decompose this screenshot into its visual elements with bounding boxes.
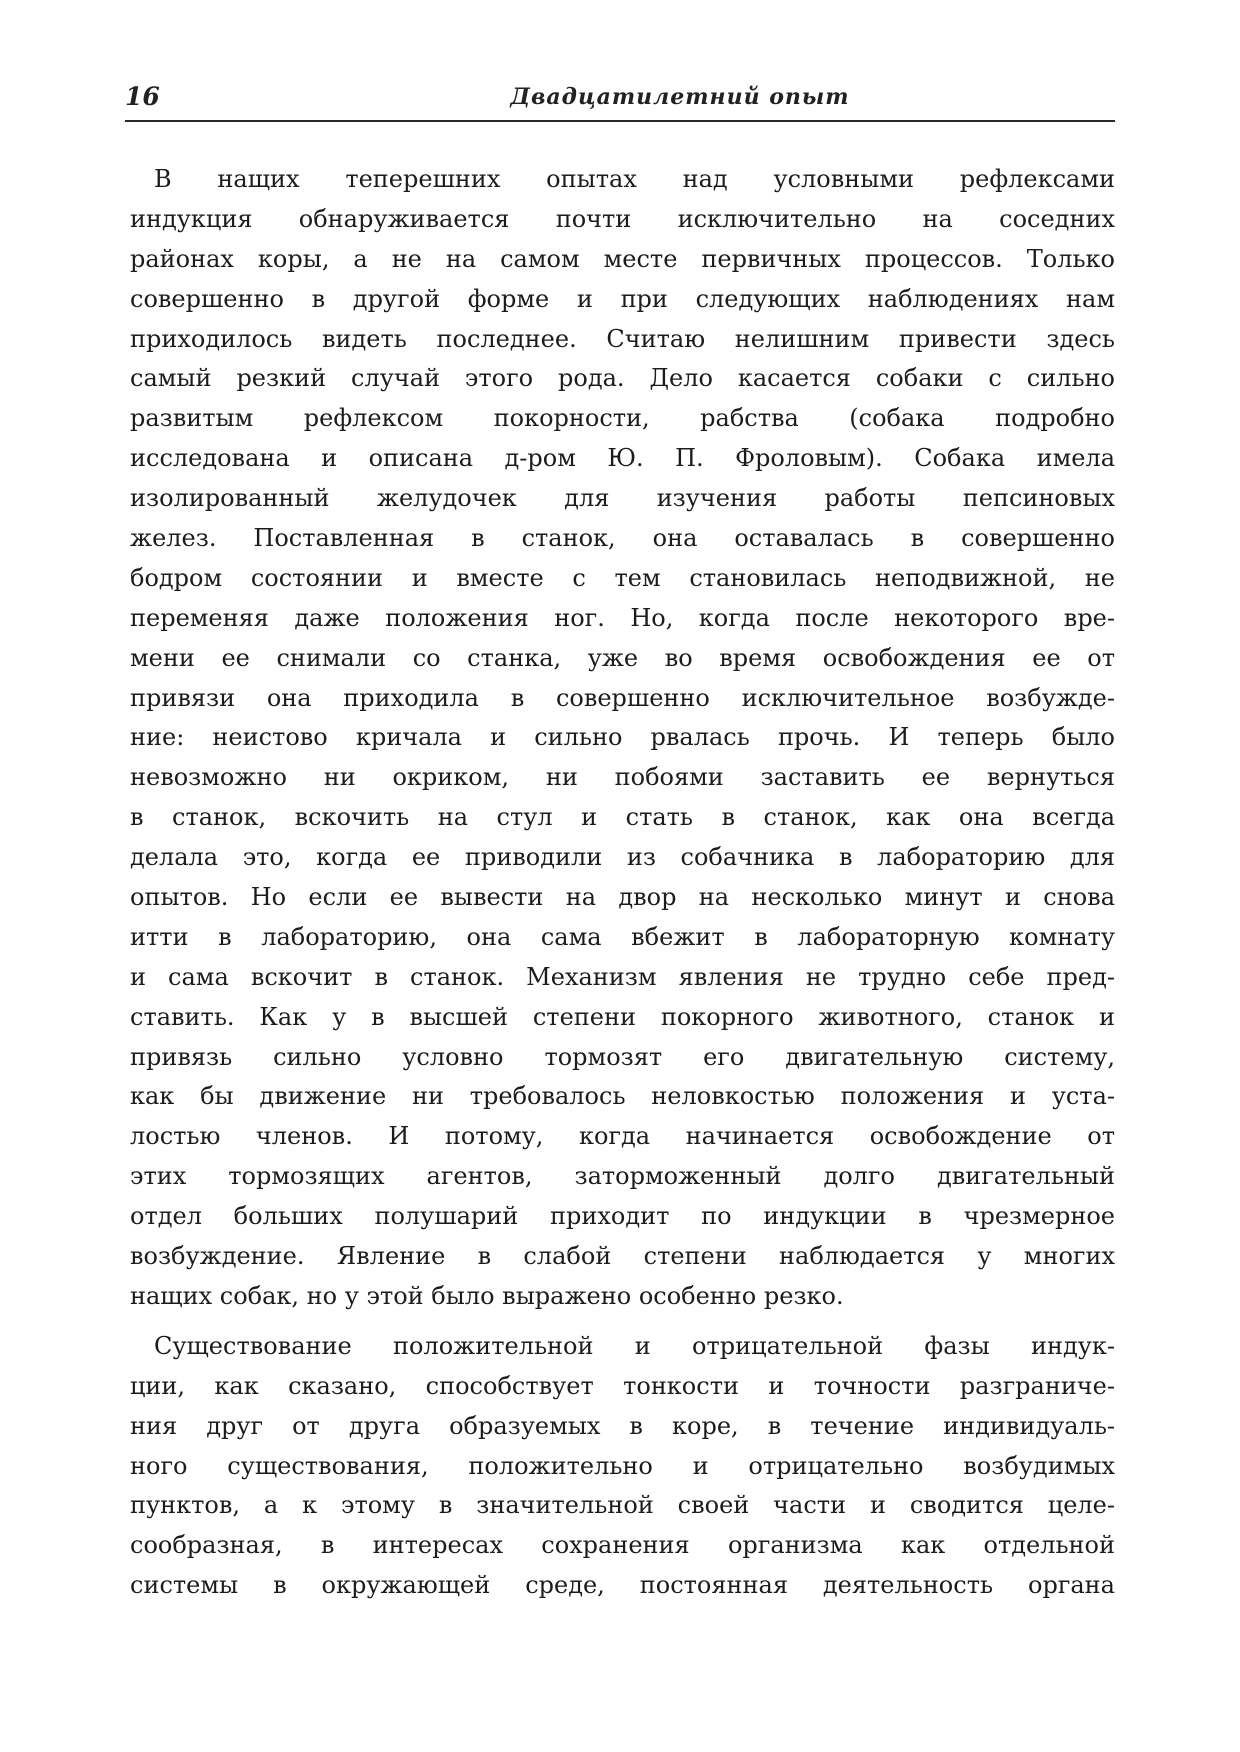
text-line: делала это, когда ее приводили из собачника в лабораторию для <box>130 843 1115 872</box>
paragraph-2 <box>130 1327 1115 1606</box>
text-line: Существование положительной и отрицательной фазы индук- <box>130 1331 1115 1360</box>
text-line: привязи она приходила в совершенно исключительное возбужде- <box>130 683 1115 712</box>
paragraph-1 <box>130 160 1115 1317</box>
text-line: ставить. Как у в высшей степени покорного животного, станок и <box>130 1002 1115 1031</box>
text-line: сообразная, в интересах сохранения организма как отдельной <box>130 1531 1115 1560</box>
text-line: пунктов, а к этому в значительной своей части и сводится целе- <box>130 1491 1115 1520</box>
text-line: отдел больших полушарий приходит по индукции в чрезмерное <box>130 1202 1115 1231</box>
body-text <box>130 160 1115 1606</box>
text-line: опытов. Но если ее вывести на двор на несколько минут и снова <box>130 883 1115 912</box>
text-line: ного существования, положительно и отрицательно возбудимых <box>130 1451 1115 1480</box>
text-line: в станок, вскочить на стул и стать в станок, как она всегда <box>130 803 1115 832</box>
text-line: бодром состоянии и вместе с тем становилась неподвижной, не <box>130 563 1115 592</box>
text-line: итти в лабораторию, она сама вбежит в лабораторную комнату <box>130 922 1115 951</box>
text-line: исследована и описана д-ром Ю. П. Фроловым). Собака имела <box>130 444 1115 473</box>
text-line: ния друг от друга образуемых в коре, в течение индивидуаль- <box>130 1411 1115 1440</box>
text-line: самый резкий случай этого рода. Дело касается собаки с сильно <box>130 364 1115 393</box>
text-line: нащих собак, но у этой было выражено особенно резко. <box>130 1281 844 1310</box>
text-line: желез. Поставленная в станок, она оставалась в совершенно <box>130 524 1115 553</box>
page-number: 16 <box>125 82 160 111</box>
text-line: В нащих теперешних опытах над условными рефлексами <box>130 165 1115 193</box>
text-line: привязь сильно условно тормозят его двигательную систему, <box>130 1042 1115 1071</box>
text-line: невозможно ни окриком, ни побоями заставить ее вернуться <box>130 763 1115 792</box>
text-line: районах коры, а не на самом месте первичных процессов. Только <box>130 244 1115 273</box>
text-line: развитым рефлексом покорности, рабства (собака подробно <box>130 404 1115 433</box>
text-line: мени ее снимали со станка, уже во время освобождения ее от <box>130 643 1115 672</box>
text-line: ние: неистово кричала и сильно рвалась прочь. И теперь было <box>130 723 1115 752</box>
running-head <box>125 76 1115 122</box>
text-line: приходилось видеть последнее. Считаю нелишним привести здесь <box>130 324 1115 353</box>
text-line: возбуждение. Явление в слабой степени наблюдается у многих <box>130 1242 1115 1271</box>
paragraph-gap <box>130 1317 1115 1327</box>
text-line: как бы движение ни требовалось неловкостью положения и уста- <box>130 1082 1115 1111</box>
text-line: ции, как сказано, способствует тонкости и точности разграниче- <box>130 1371 1115 1400</box>
text-line: изолированный желудочек для изучения работы пепсиновых <box>130 484 1115 513</box>
text-line: этих тормозящих агентов, заторможенный долго двигательный <box>130 1162 1115 1191</box>
text-line: совершенно в другой форме и при следующих наблюдениях нам <box>130 284 1115 313</box>
running-title: Двадцатилетний опыт <box>510 84 850 110</box>
text-line: и сама вскочит в станок. Механизм явления не трудно себе пред- <box>130 962 1115 991</box>
text-line: системы в окружающей среде, постоянная деятельность органа <box>130 1571 1115 1600</box>
text-line: лостью членов. И потому, когда начинается освобождение от <box>130 1122 1115 1151</box>
text-line: переменяя даже положения ног. Но, когда после некоторого вре- <box>130 603 1115 632</box>
text-line: индукция обнаруживается почти исключительно на соседних <box>130 204 1115 233</box>
